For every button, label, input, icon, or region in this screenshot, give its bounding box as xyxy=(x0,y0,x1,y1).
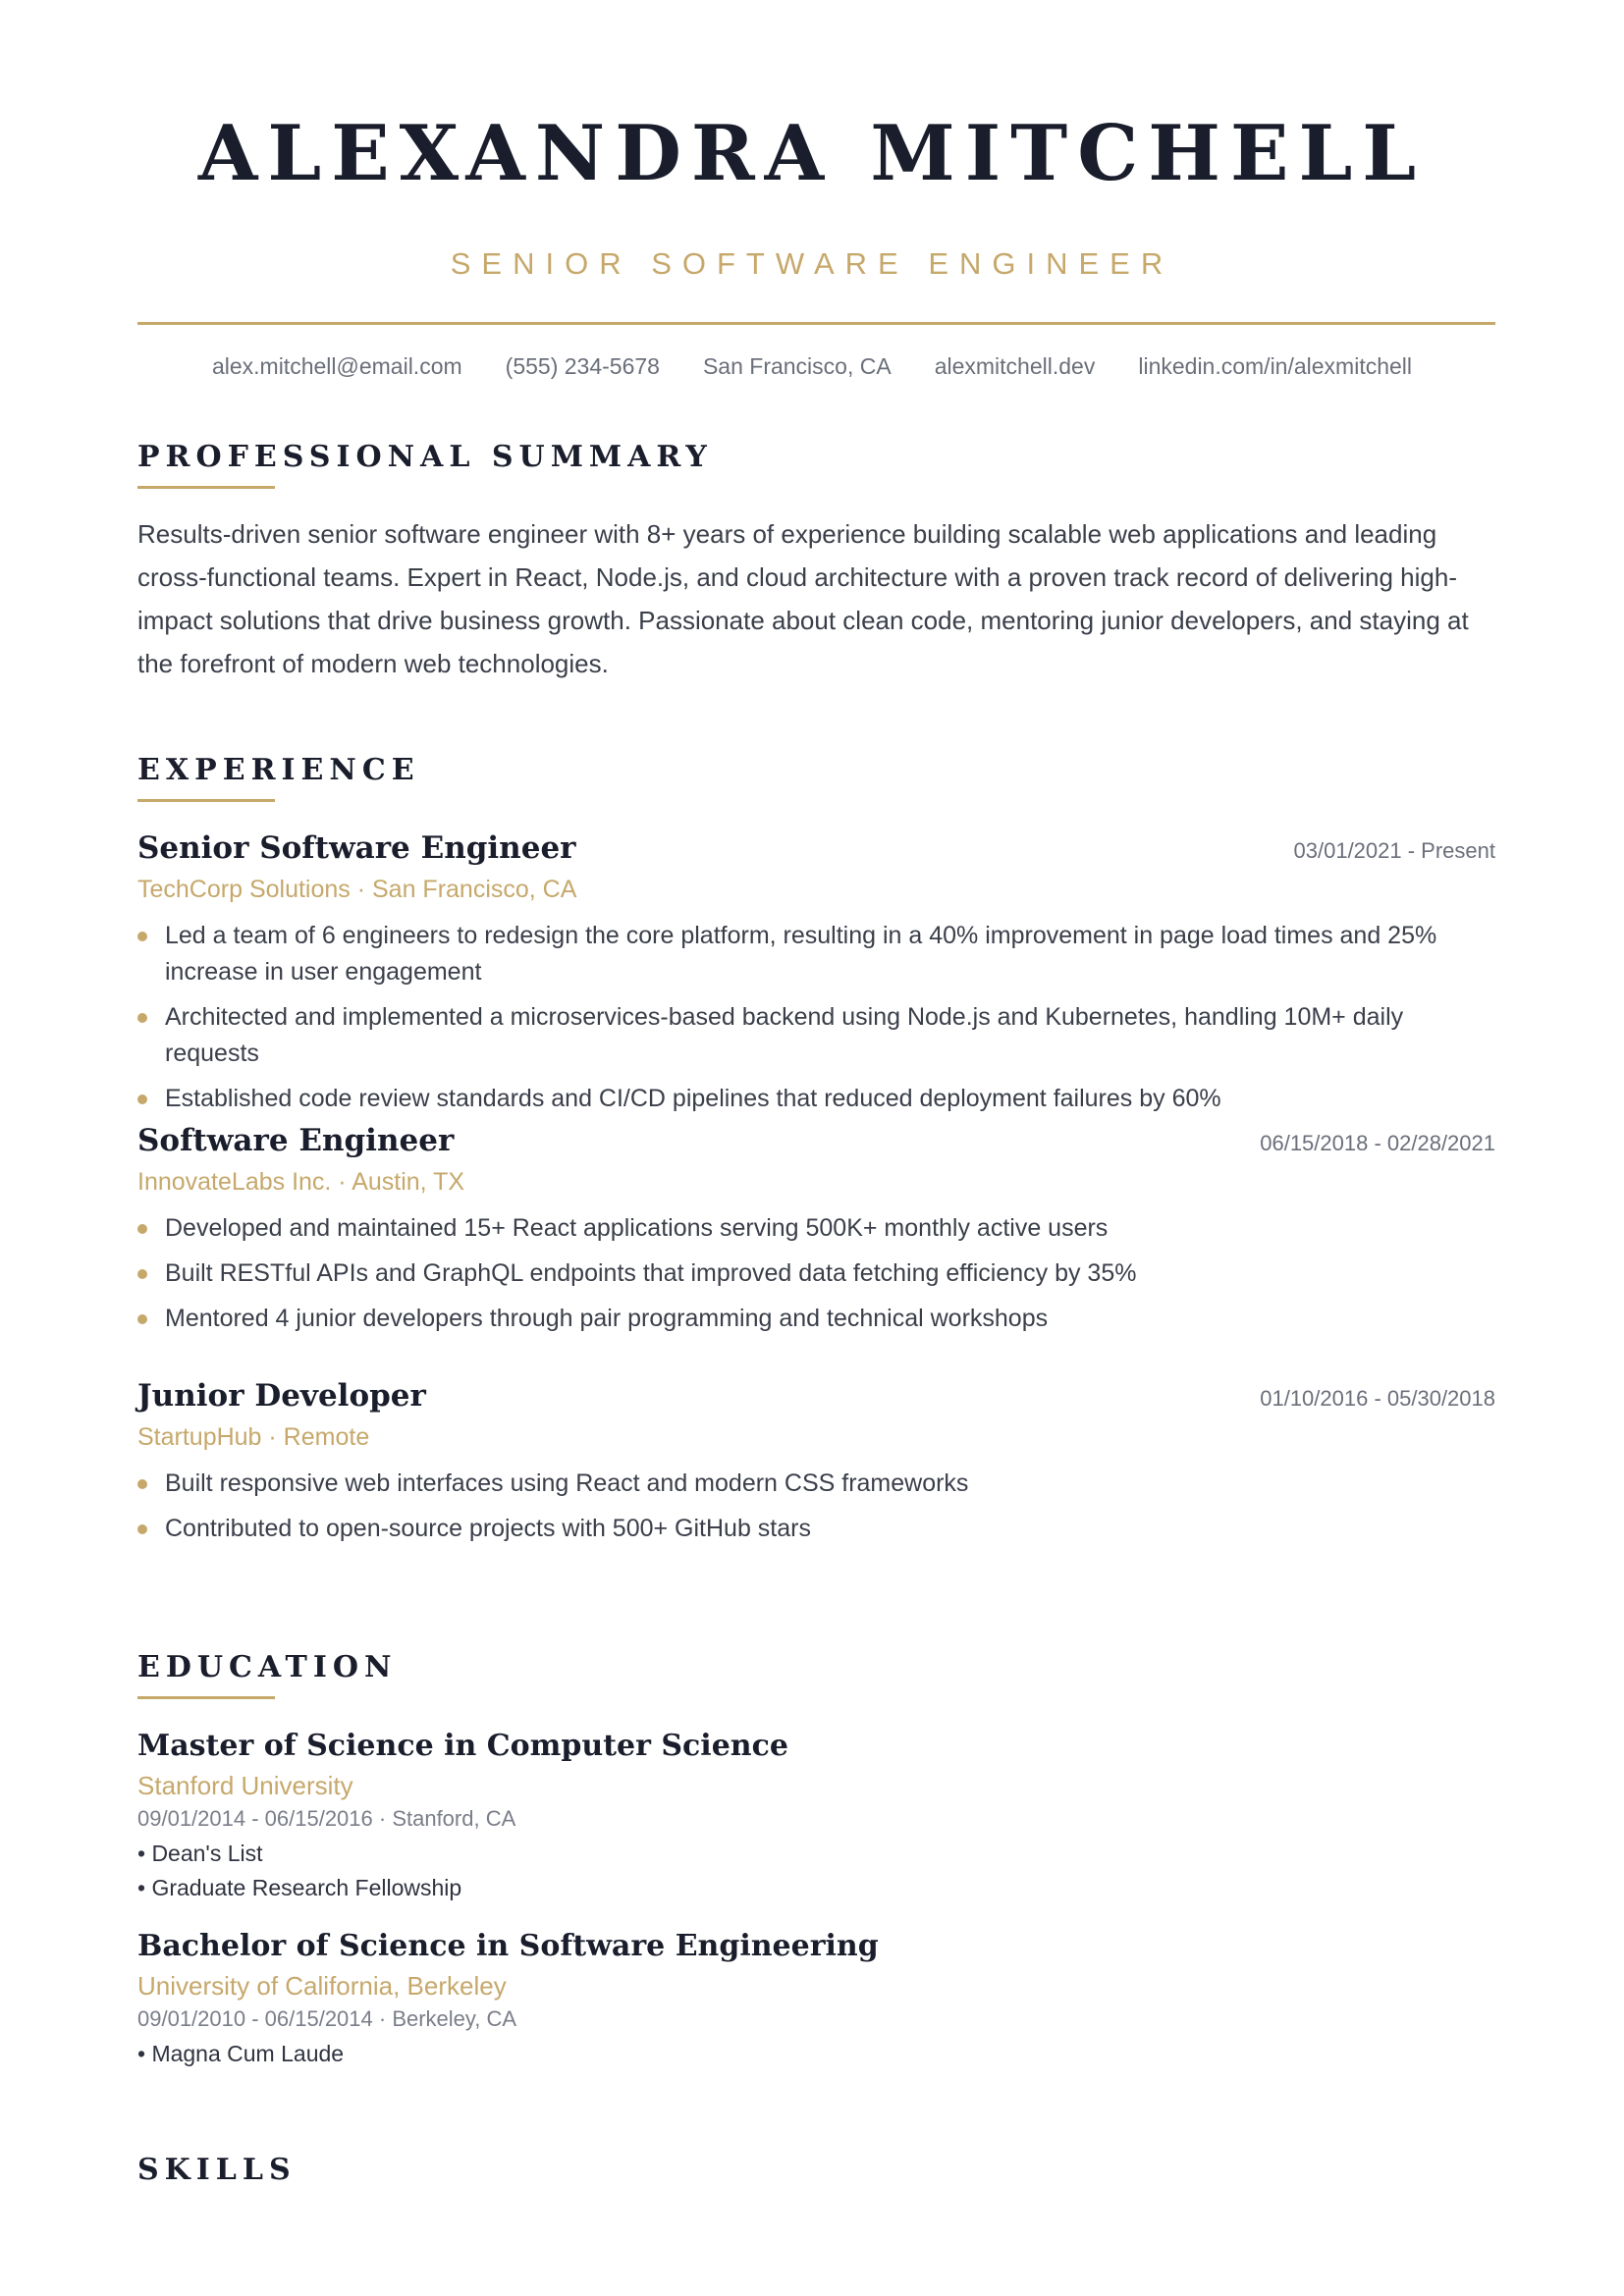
bullet-dot-icon xyxy=(137,1224,147,1234)
job-bullets xyxy=(137,1210,1502,1346)
header-divider xyxy=(137,322,1495,325)
bullet-dot-icon xyxy=(137,1314,147,1324)
contact-location: San Francisco, CA xyxy=(702,353,892,379)
bullet-dot-icon xyxy=(137,1269,147,1279)
contact-linkedin[interactable]: linkedin.com/in/alexmitchell xyxy=(1138,353,1413,379)
job-bullet: Led a team of 6 engineers to redesign the core platform, resulting in a 40% improvement in page load times and 25% increase in user engagement xyxy=(137,918,1502,990)
job-dates: 06/15/2018 - 02/28/2021 xyxy=(1260,1131,1495,1155)
job-title: Junior Developer xyxy=(137,1378,426,1414)
job-dates: 03/01/2021 - Present xyxy=(1293,838,1495,863)
job-company: TechCorp Solutions · San Francisco, CA xyxy=(137,876,577,903)
education-honors xyxy=(137,2037,344,2071)
bullet-dot-icon xyxy=(137,1095,147,1104)
education-heading: EDUCATION xyxy=(137,1650,398,1684)
summary-heading-rule xyxy=(137,486,275,489)
contact-phone[interactable]: (555) 234-5678 xyxy=(505,353,660,379)
education-school: University of California, Berkeley xyxy=(137,1971,507,2001)
job-title: Senior Software Engineer xyxy=(137,830,576,866)
summary-text: Results-driven senior software engineer with 8+ years of experience building scalable web applications and leading cross-functional teams. Expert in React, Node.js, and cloud architecture with a proven track record of delivering high-impact solutions that drive business growth. Passionate about clean code, mentoring junior developers, and staying at the forefront of modern web technologies. xyxy=(137,519,1469,678)
education-degree: Master of Science in Computer Science xyxy=(137,1729,788,1763)
experience-heading-rule xyxy=(137,799,275,802)
job-bullet: Architected and implemented a microservices-based backend using Node.js and Kubernetes, handling 10M+ daily requests xyxy=(137,999,1502,1072)
job-bullet: Mentored 4 junior developers through pair programming and technical workshops xyxy=(137,1301,1502,1337)
summary-heading: PROFESSIONAL SUMMARY xyxy=(137,440,713,474)
job-bullets xyxy=(137,918,1502,1126)
bullet-dot-icon xyxy=(137,932,147,941)
job-dates: 01/10/2016 - 05/30/2018 xyxy=(1260,1386,1495,1411)
job-bullet: Built RESTful APIs and GraphQL endpoints that improved data fetching efficiency by 35% xyxy=(137,1255,1502,1292)
experience-heading: EXPERIENCE xyxy=(137,753,420,787)
job-company: InnovateLabs Inc. · Austin, TX xyxy=(137,1168,465,1196)
honor-item: • Graduate Research Fellowship xyxy=(137,1875,462,1900)
education-meta: 09/01/2014 - 06/15/2016 · Stanford, CA xyxy=(137,1806,516,1831)
honor-item: • Dean's List xyxy=(137,1841,263,1866)
job-bullets xyxy=(137,1466,1502,1556)
education-honors xyxy=(137,1837,461,1905)
education-school: Stanford University xyxy=(137,1771,353,1800)
job-bullet: Built responsive web interfaces using React and modern CSS frameworks xyxy=(137,1466,1502,1502)
candidate-name: ALEXANDRA MITCHELL xyxy=(197,109,1427,198)
honor-item: • Magna Cum Laude xyxy=(137,2041,345,2066)
contact-row xyxy=(0,353,1624,380)
skills-heading: SKILLS xyxy=(137,2153,297,2187)
contact-email[interactable]: alex.mitchell@email.com xyxy=(211,353,462,379)
education-degree: Bachelor of Science in Software Engineering xyxy=(137,1929,879,1963)
job-title: Software Engineer xyxy=(137,1123,455,1158)
bullet-dot-icon xyxy=(137,1524,147,1534)
job-company: StartupHub · Remote xyxy=(137,1423,370,1451)
bullet-dot-icon xyxy=(137,1479,147,1489)
job-bullet: Established code review standards and CI/CD pipelines that reduced deployment failures by 60% xyxy=(137,1081,1502,1117)
job-bullet: Developed and maintained 15+ React applications serving 500K+ monthly active users xyxy=(137,1210,1502,1247)
candidate-title: SENIOR SOFTWARE ENGINEER xyxy=(450,246,1174,281)
bullet-dot-icon xyxy=(137,1013,147,1023)
contact-website[interactable]: alexmitchell.dev xyxy=(934,353,1096,379)
education-heading-rule xyxy=(137,1696,275,1699)
job-bullet: Contributed to open-source projects with 500+ GitHub stars xyxy=(137,1511,1502,1547)
education-meta: 09/01/2010 - 06/15/2014 · Berkeley, CA xyxy=(137,2006,517,2031)
